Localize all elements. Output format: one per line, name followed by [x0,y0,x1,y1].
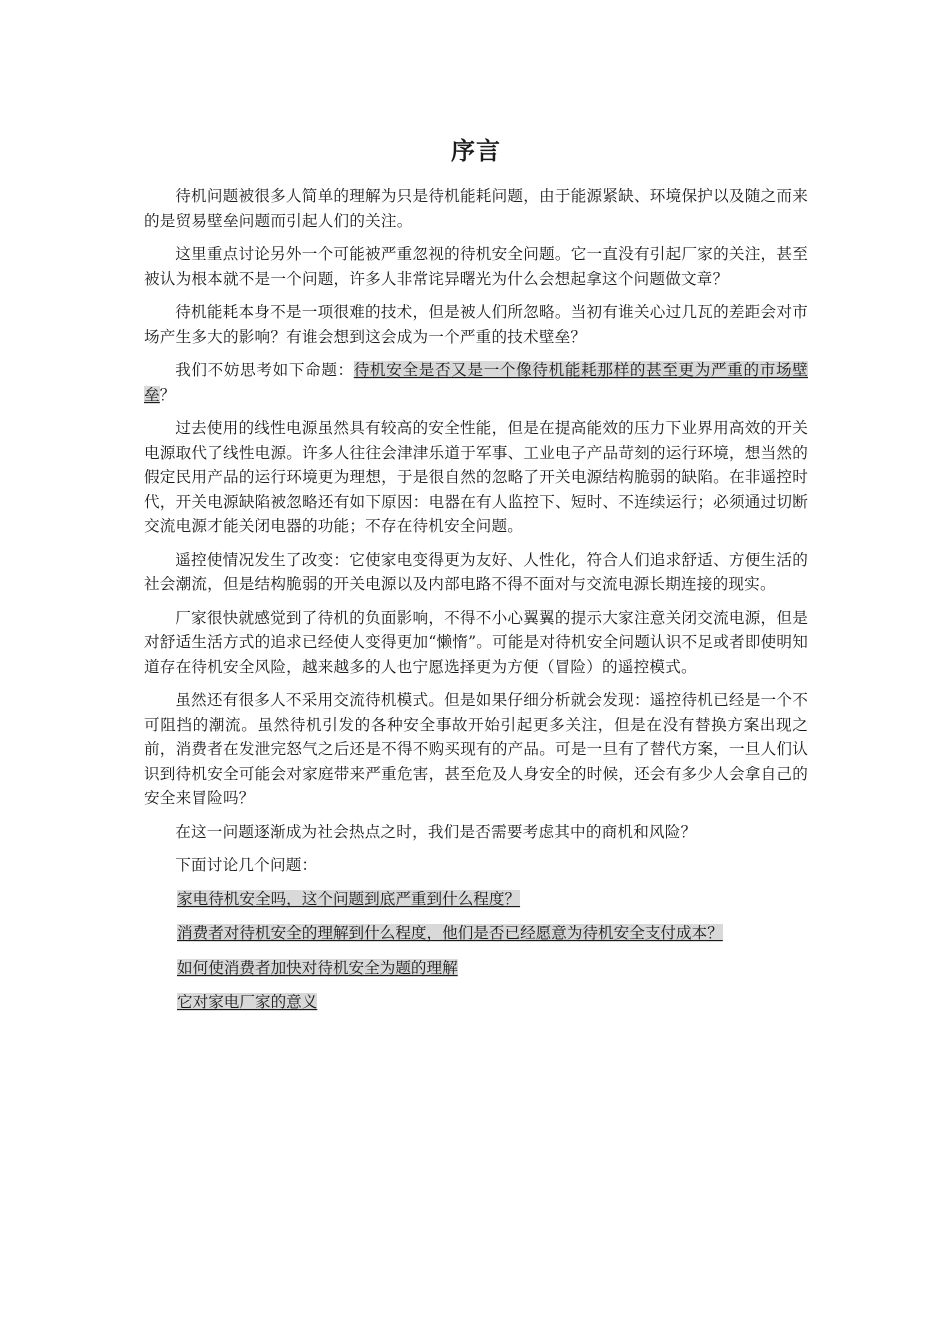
proposition-paragraph [144,358,808,407]
question-link-3[interactable] [177,956,808,981]
paragraph-2: 这里重点讨论另外一个可能被严重忽视的待机安全问题。它一直没有引起厂家的关注，甚至被认为根本就不是一个问题，许多人非常诧异曙光为什么会想起拿这个问题做文章？ [144,245,808,288]
paragraph-1: 待机问题被很多人简单的理解为只是待机能耗问题，由于能源紧缺、环境保护以及随之而来的是贸易壁垒问题而引起人们的关注。 [144,187,808,230]
paragraph-3: 待机能耗本身不是一项很难的技术，但是被人们所忽略。当初有谁关心过几瓦的差距会对市场产生多大的影响？有谁会想到这会成为一个严重的技术壁垒？ [144,303,808,346]
paragraph-9: 在这一问题逐渐成为社会热点之时，我们是否需要考虑其中的商机和风险？ [175,822,697,841]
document-page [144,134,808,1025]
proposition-suffix: ？ [159,385,176,404]
question-link-text[interactable]: 消费者对待机安全的理解到什么程度，他们是否已经愿意为待机安全支付成本？ [177,924,723,942]
question-link-4[interactable] [177,990,808,1015]
question-link-text[interactable]: 它对家电厂家的意义 [177,993,318,1011]
paragraph-10: 下面讨论几个问题： [175,856,318,874]
proposition-prefix: 我们不妨思考如下命题： [175,361,354,379]
paragraph-5: 过去使用的线性电源虽然具有较高的安全性能，但是在提高能效的压力下业界用高效的开关电源取代了线性电源。许多人往往会津津乐道于军事、工业电子产品苛刻的运行环境，想当然的假定民用产品的运行环境更为理想，于是很自然的忽略了开关电源结构脆弱的缺陷。在非遥控时代，开关电源缺陷被忽略还有如下原因：电器在有人监控下、短时、不连续运行；必须通过切断交流电源才能关闭电器的功能；不存在待机安全问题。 [144,419,808,535]
paragraph-6: 遥控使情况发生了改变：它使家电变得更为友好、人性化，符合人们追求舒适、方便生活的社会潮流，但是结构脆弱的开关电源以及内部电路不得不面对与交流电源长期连接的现实。 [144,550,808,593]
proposition-link[interactable]: 待机安全是否又是一个像待机能耗那样的甚至更为严重的市场壁垒 [144,361,808,404]
paragraph-8: 虽然还有很多人不采用交流待机模式。但是如果仔细分析就会发现：遥控待机已经是一个不可阻挡的潮流。虽然待机引发的各种安全事故开始引起更多关注，但是在没有替换方案出现之前，消费者在发泄完怒气之后还是不得不购买现有的产品。可是一旦有了替代方案，一旦人们认识到待机安全可能会对家庭带来严重危害，甚至危及人身安全的时候，还会有多少人会拿自己的安全来冒险吗？ [144,691,808,807]
question-link-1[interactable] [177,887,808,912]
page-title: 序言 [451,137,501,165]
paragraph-7: 厂家很快就感觉到了待机的负面影响，不得不小心翼翼的提示大家注意关闭交流电源，但是对舒适生活方式的追求已经使人变得更加“懒惰”。可能是对待机安全问题认识不足或者即使明知道存在待机安全风险，越来越多的人也宁愿选择更为方便（冒险）的遥控模式。 [144,608,808,676]
question-link-2[interactable] [177,921,808,946]
question-link-text[interactable]: 如何使消费者加快对待机安全为题的理解 [177,958,458,977]
question-link-text[interactable]: 家电待机安全吗，这个问题到底严重到什么程度？ [177,889,521,908]
